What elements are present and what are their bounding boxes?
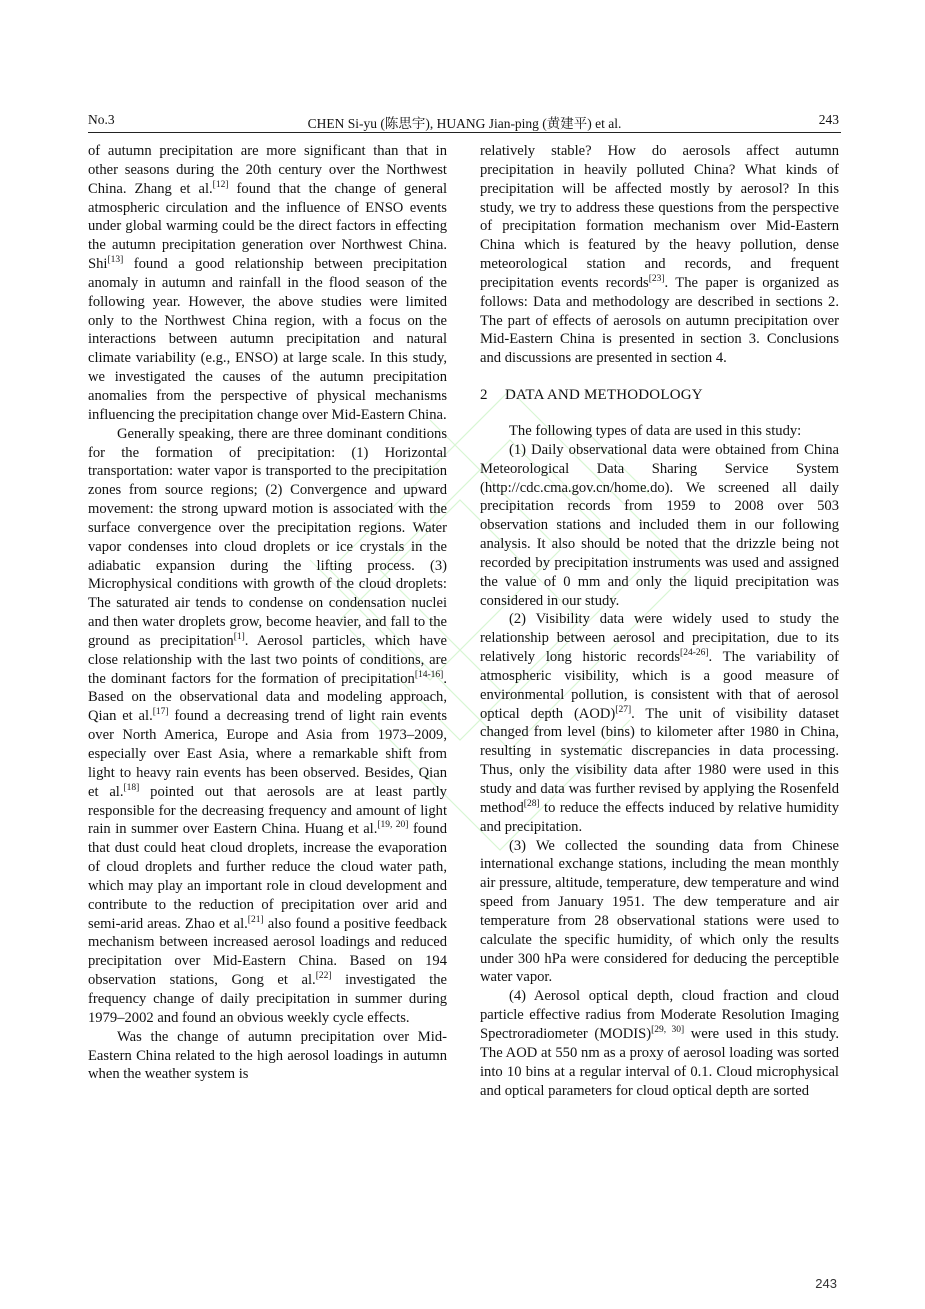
paragraph: (1) Daily observational data were obtained from China Meteorological Data Sharing Service System (http://cdc.cma.gov.cn/home.do). We screened all daily precipitation records from 1959 to 2008 over 503 observation stations and included them in our following analysis. It also should be noted that the drizzle being not recorded by precipitation instruments was used and assigned the value of 0 mm and only the liquid precipitation was considered in our study. [480, 441, 839, 609]
citation-ref: [28] [523, 798, 540, 809]
paragraph: of autumn precipitation are more significant than that in other seasons during the 20th century over the Northwest China. Zhang et al.[12] found that the change of general atmospheric circulation and the influence of ENSO events under global warming could be the direct factors in effecting the autumn precipitation generation over Northwest China. Shi[13] found a good relationship between precipitation anomaly in autumn and rainfall in the flood season of the following year. However, the above studies were limited only to the Northwest China region, with a focus on the interactions between autumn precipitation and natural climate variability (e.g., ENSO) at large scale. In this study, we investigated the causes of the autumn precipitation anomalies from the perspective of physical mechanisms influencing the precipitation change over Mid-Eastern China. [88, 143, 447, 423]
paragraph: (2) Visibility data were widely used to study the relationship between aerosol and precipitation, due to its relatively long historic records[24-26]. The variability of atmospheric visibility, which is a good measure of environmental pollution, is consistent with that of aerosol optical depth (AOD)[27]. The unit of visibility dataset changed from level (bins) to kilometer after 1980 in China, resulting in systematic discrepancies in data processing. Thus, only the visibility data after 1980 were used in this study and data was further revised by applying the Rosenfeld method[28] to reduce the effects induced by relative humidity and precipitation. [480, 611, 839, 835]
citation-ref: [13] [107, 255, 124, 266]
citation-ref: [1] [233, 631, 245, 642]
citation-ref: [12] [212, 179, 229, 190]
citation-ref: [23] [648, 273, 665, 284]
citation-ref: [27] [615, 704, 632, 715]
header-page-number: 243 [818, 112, 839, 127]
citation-ref: [21] [247, 914, 264, 925]
paragraph: relatively stable? How do aerosols affect autumn precipitation in heavily polluted China? What kinds of precipitation will be affected mostly by aerosol? In this study, we try to address these questions from the perspective of precipitation formation mechanism over Mid-Eastern China which is featured by the heavy pollution, dense meteorological station and records, and frequent precipitation events records[23]. The paper is organized as follows: Data and methodology are described in sections 2. The part of effects of aerosols on autumn precipitation over Mid-Eastern China is presented in section 3. Conclusions and discussions are presented in section 4. [480, 143, 840, 367]
citation-ref: [29, 30] [651, 1024, 685, 1035]
citation-ref: [24-26] [680, 648, 709, 659]
citation-ref: [17] [152, 707, 169, 718]
citation-ref: [14-16] [414, 669, 444, 680]
citation-ref: [22] [315, 971, 332, 982]
paragraph: (3) We collected the sounding data from Chinese international exchange stations, including the mean monthly air pressure, altitude, temperature, dew temperature and wind speed from January 1951. The dew temperature and air temperature from 28 observational stations were used to calculate the specific humidity, of which only the results under 300 hPa were considered for deducing the perceptible water vapor. [480, 837, 839, 986]
citation-ref: [18] [123, 782, 140, 793]
footer-page-number: 243 [815, 1276, 837, 1291]
paragraph: The following types of data are used in this study: [509, 422, 802, 439]
section-number: 2 [480, 387, 488, 404]
paragraph: Was the change of autumn precipitation over Mid-Eastern China related to the high aerosol loadings in autumn when the weather system is [88, 1028, 447, 1083]
left-column [88, 142, 447, 1084]
citation-ref: [19, 20] [377, 820, 409, 831]
paragraph: Generally speaking, there are three dominant conditions for the formation of precipitation: (1) Horizontal transportation: water vapor is transported to the precipitation zones from source regions; (2) Convergence and upward movement: the strong upward motion is associated with the surface convergence over the precipitation regions. Water vapor condenses into cloud droplets or ice crystals in the adiabatic expansion during the lifting process. (3) Microphysical conditions with growth of the cloud droplets: The saturated air tends to condense on condensation nuclei and then water droplets grow, become heavier, and fall to the ground as precipitation[1]. Aerosol particles, which have close relationship with the last two points of conditions, are the dominant factors for the formation of precipitation[14-16]. Based on the observational data and modeling approach, Qian et al.[17] found a decreasing trend of light rain events over North America, Europe and Asia from 1973–2009, especially over East Asia, where a remarkable shift from light to heavy rain events has been observed. Besides, Qian et al.[18] pointed out that aerosols are at least partly responsible for the decreasing frequency and amount of light rain in summer over Eastern China. Huang et al.[19, 20] found that dust could heat cloud droplets, increase the evaporation of cloud droplets and further reduce the cloud water path, which may play an important role in cloud development and contribute to the reduction of precipitation over arid and semi-arid areas. Zhao et al.[21] also found a positive feedback mechanism between increased aerosol loadings and reduced precipitation over Mid-Eastern China. Based on 194 observation stations, Gong et al.[22] investigated the frequency change of daily precipitation in summer during 1979–2002 and found an obvious weekly cycle effects. [88, 425, 448, 1026]
section-heading [480, 386, 839, 405]
running-authors: CHEN Si-yu (陈思宇), HUANG Jian-ping (黄建平) et al. [307, 116, 622, 131]
right-column [480, 142, 839, 1100]
running-header [88, 112, 841, 133]
section-title: DATA AND METHODOLOGY [505, 387, 703, 404]
journal-issue: No.3 [88, 112, 115, 127]
paragraph: (4) Aerosol optical depth, cloud fraction and cloud particle effective radius from Moderate Resolution Imaging Spectroradiometer (MODIS)[29, 30] were used in this study. The AOD at 550 nm as a proxy of aerosol loading was sorted into 10 bins at a regular interval of 0.1. Cloud microphysical and optical parameters for cloud optical depth are sorted [480, 988, 840, 1099]
